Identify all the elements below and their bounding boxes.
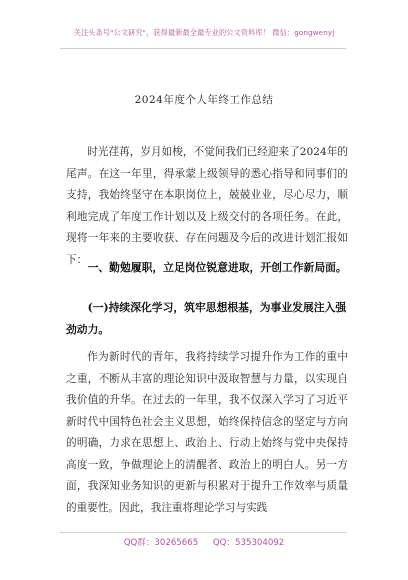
body-paragraph: 作为新时代的青年，我将持续学习提升作为工作的重中之重，不断从丰富的理论知识中汲取智慧与力量，以实现自我价值的升华。在过去的一年里，我不仅深入学习了习近平新时代中国特色社会主义思想，始终保持信念的坚定与方向的明确，力求在思想上、政治上、行动上始终与党中央保持高度一致，争做理论上的清醒者、政治上的明白人。另一方面，我深知业务知识的更新与积累对于提升工作效率与质量的重要性。因此，我注重将理论学习与实践: [66, 351, 348, 514]
section-heading-1: 一、勤勉履职，立足岗位锐意进取，开创工作新局面。: [87, 261, 347, 274]
header-banner: 关注头条号"公文研究"，获得最新最全最专业的公文资料库！ 微信：gongwenyj: [73, 28, 335, 37]
intro-paragraph: 时光荏苒，岁月如梭，不觉间我们已经迎来了2024年的尾声。在这一年里，得承蒙上级领导的悉心指导和同事们的支持，我始终坚守在本职岗位上，兢兢业业，尽心尽力，顺利地完成了年度工作计划以及上级交付的各项任务。在此，现将一年来的主要收获、存在问题及今后的改进计划汇报如下：: [66, 146, 348, 266]
footer: [0, 536, 408, 548]
document-title: 2024年度个人年终工作总结: [134, 94, 274, 106]
footer-divider: [60, 532, 346, 533]
footer-qq-contact: QQ：535304092: [212, 538, 285, 548]
header-divider: [60, 48, 346, 49]
footer-qq-group: QQ群：30265665: [123, 538, 199, 548]
subsection-heading-1: (一)持续深化学习，筑牢思想根基，为事业发展注入强劲动力。: [66, 301, 347, 336]
